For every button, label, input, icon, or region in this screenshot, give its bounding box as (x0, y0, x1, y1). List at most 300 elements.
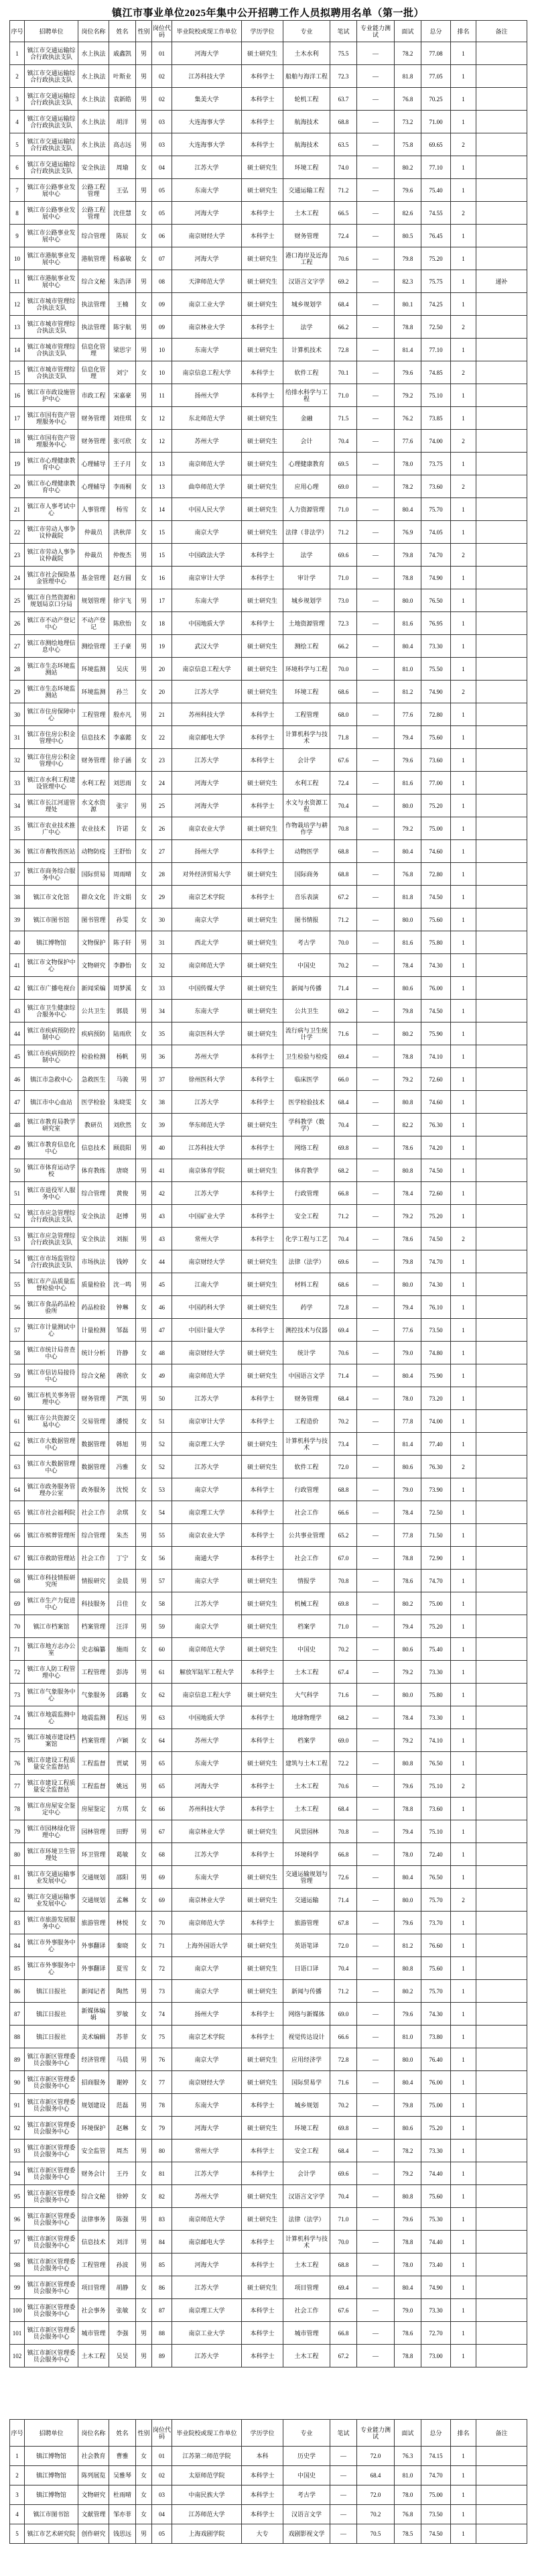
table-cell (476, 1798, 527, 1820)
table-cell: 胡静 (109, 2276, 136, 2299)
table-cell: 女 (136, 453, 152, 475)
table-cell: — (357, 2231, 395, 2253)
table-cell: 本科学士 (242, 1524, 283, 1547)
table-cell: — (357, 1729, 395, 1752)
table-cell: — (357, 1000, 395, 1022)
table-cell: — (357, 2071, 395, 2094)
table-cell: — (357, 1478, 395, 1501)
table-cell: 6 (10, 156, 25, 179)
table-row (10, 1228, 527, 1250)
table-cell: 徐州医科大学 (172, 1068, 242, 1091)
table-cell: 31 (10, 726, 25, 749)
table-cell: 环境监测 (78, 681, 109, 703)
table-cell: 81.0 (395, 2026, 421, 2048)
table-cell: 73.60 (421, 475, 451, 498)
table-cell: 1 (451, 1820, 476, 1843)
table-cell: 苏州大学 (172, 1729, 242, 1752)
table-cell: 环境监测 (78, 658, 109, 681)
table-cell (476, 179, 527, 202)
table-cell (476, 977, 527, 1000)
table-cell: 江南大学 (172, 1273, 242, 1296)
table-cell (476, 293, 527, 316)
table-cell: 中国人民大学 (172, 498, 242, 521)
table-cell: 硕士研究生 (242, 521, 283, 544)
table-cell: 潘悦 (109, 1410, 136, 1433)
table-cell: 外事翻译 (78, 1934, 109, 1957)
table-cell: 1 (451, 1570, 476, 1592)
table-cell: 08 (152, 270, 172, 293)
table-cell: 镇江市市政设施管护中心 (25, 384, 78, 407)
table-cell: 67.6 (330, 2299, 357, 2322)
table-cell: 环境科学与工程 (283, 658, 330, 681)
table-cell: 太原师范学院 (172, 2466, 242, 2485)
table-cell: 吴昊 (109, 2345, 136, 2367)
table-cell: 镇江市图书馆 (25, 2505, 78, 2524)
column-header: 性别 (136, 2420, 152, 2447)
table-cell: 46 (152, 1296, 172, 1319)
table-cell: 1 (451, 909, 476, 931)
table-row (10, 2253, 527, 2276)
table-cell: 70.0 (330, 2231, 357, 2253)
table-cell: 吴庆 (109, 658, 136, 681)
table-cell: 72 (152, 1957, 172, 1980)
table-cell: 葛敏 (109, 1843, 136, 1866)
table-cell: — (357, 1342, 395, 1364)
table-cell: 77.6 (395, 1319, 421, 1342)
table-cell (476, 726, 527, 749)
table-cell: 常州大学 (172, 1228, 242, 1250)
table-cell: 女 (136, 2071, 152, 2094)
table-cell: 计算机科学与技术 (283, 726, 330, 749)
table-cell: 75.75 (421, 270, 451, 293)
table-cell: 镇江市商务综合服务中心 (25, 863, 78, 886)
table-cell: — (357, 2322, 395, 2345)
table-cell: 江苏大学 (172, 156, 242, 179)
table-cell: 71.5 (330, 407, 357, 430)
table-cell: 国际贸易学 (283, 2071, 330, 2094)
table-cell: 75.70 (421, 498, 451, 521)
table-cell: 南京大学 (172, 1957, 242, 1980)
table-cell: — (357, 1091, 395, 1114)
table-cell: 软件工程 (283, 1456, 330, 1478)
table-cell: 大连海事大学 (172, 133, 242, 156)
table-row (10, 726, 527, 749)
table-cell: 南京审计大学 (172, 1410, 242, 1433)
table-cell: 1 (451, 2140, 476, 2162)
table-cell: 47 (152, 1319, 172, 1342)
table-cell: 9 (10, 225, 25, 247)
table-cell: 41 (10, 954, 25, 977)
table-cell: 78.8 (395, 1798, 421, 1820)
table-cell (476, 2117, 527, 2140)
table-row (10, 2299, 527, 2322)
table-cell: 余琪 (109, 1501, 136, 1524)
table-cell: 信息化管理 (78, 339, 109, 361)
table-cell: 1 (451, 1752, 476, 1775)
table-cell: 孙兰 (109, 681, 136, 703)
table-cell: 硕士研究生 (242, 2276, 283, 2299)
column-header: 总分 (421, 2420, 451, 2447)
table-cell (476, 2094, 527, 2117)
table-cell: 南京邮电大学 (172, 2231, 242, 2253)
table-cell: 1 (451, 2466, 476, 2485)
table-cell: 32 (10, 749, 25, 772)
table-cell: 04 (152, 2505, 172, 2524)
table-cell: 78.0 (395, 453, 421, 475)
table-cell: 南京师范大学 (172, 1364, 242, 1387)
table-cell: 社会工作 (78, 1547, 109, 1570)
table-cell: 74.30 (421, 1273, 451, 1296)
table-cell: 李嘉懿 (109, 726, 136, 749)
table-cell: 江苏大学 (172, 2162, 242, 2185)
table-cell: 硕士研究生 (242, 1000, 283, 1022)
table-cell: 南京财经大学 (172, 225, 242, 247)
table-cell: 镇江市生产力促进中心 (25, 1592, 78, 1615)
table-cell: 76.3 (395, 2447, 421, 2466)
table-cell: 陈欣怡 (109, 612, 136, 635)
table-cell: 72.60 (421, 1182, 451, 1205)
table-cell: 镇江市生态环境监测站 (25, 681, 78, 703)
table-cell: 77.8 (395, 1410, 421, 1433)
table-cell: 80 (10, 1843, 25, 1866)
column-header: 岗位名称 (78, 21, 109, 42)
table-cell: 60 (10, 1387, 25, 1410)
table-cell: 77.8 (395, 1524, 421, 1547)
table-cell: 硕士研究生 (242, 909, 283, 931)
table-cell: — (357, 498, 395, 521)
table-cell: 交易管理 (78, 1410, 109, 1433)
table-cell (476, 2485, 527, 2505)
table-cell: 101 (10, 2322, 25, 2345)
table-cell: 71.6 (330, 2071, 357, 2094)
table-cell: 本科学士 (242, 886, 283, 909)
table-cell: 64 (10, 1478, 25, 1501)
table-cell: — (357, 2253, 395, 2276)
table-cell (476, 2026, 527, 2048)
table-cell: 工程管理 (78, 1661, 109, 1684)
table-cell: 79.2 (395, 1729, 421, 1752)
table-cell: 69.6 (330, 544, 357, 567)
table-cell: 女 (136, 1889, 152, 1912)
table-cell: 男 (136, 65, 152, 88)
table-row (10, 1319, 527, 1342)
table-cell: — (357, 2003, 395, 2026)
table-cell: 34 (10, 795, 25, 817)
table-cell: 1 (451, 726, 476, 749)
table-cell: 30 (10, 703, 25, 726)
table-cell: 03 (152, 2485, 172, 2505)
table-cell: 朱晓雯 (109, 1091, 136, 1114)
table-cell: 78.6 (395, 1570, 421, 1592)
table-cell: 环境工程 (283, 2117, 330, 2140)
table-cell: 77.6 (395, 703, 421, 726)
table-cell: 男 (136, 1068, 152, 1091)
table-cell: 许静 (109, 1342, 136, 1364)
table-cell: 1 (451, 2345, 476, 2367)
table-cell: 73.30 (421, 635, 451, 658)
table-cell: 综合文秘 (78, 1364, 109, 1387)
table-row (10, 133, 527, 156)
table-cell: 硕士研究生 (242, 2048, 283, 2071)
table-cell: 1 (451, 1296, 476, 1319)
table-cell: 25 (10, 589, 25, 612)
table-cell: 男 (136, 339, 152, 361)
table-cell: 73 (10, 1684, 25, 1706)
table-cell: 镇江市自然资源和规划局京口分局 (25, 589, 78, 612)
table-cell: 75.70 (421, 1980, 451, 2003)
table-cell: 70.4 (330, 1228, 357, 1250)
table-row (10, 1798, 527, 1820)
table-cell: 江苏大学 (172, 1387, 242, 1410)
table-cell: 76 (10, 1752, 25, 1775)
table-cell: 镇江市气象服务中心 (25, 1684, 78, 1706)
table-cell: 83 (10, 1912, 25, 1934)
column-header: 岗位代码 (152, 21, 172, 42)
table-cell: 李强 (109, 2322, 136, 2345)
table-cell: 82 (10, 1889, 25, 1912)
table-cell: 硕士研究生 (242, 1866, 283, 1889)
table-cell: — (357, 521, 395, 544)
table-cell: 本科学士 (242, 1729, 283, 1752)
table-cell: 社会工作 (78, 1501, 109, 1524)
table-cell: — (357, 658, 395, 681)
table-cell: 53 (152, 1478, 172, 1501)
table-cell: 59 (152, 1615, 172, 1638)
table-cell: 镇江市心理健康教育中心 (25, 453, 78, 475)
table-cell: 16 (152, 567, 172, 589)
table-cell (476, 1410, 527, 1433)
table-cell: 硕士研究生 (242, 1752, 283, 1775)
table-cell: 王弘 (109, 179, 136, 202)
table-cell: 南京医科大学 (172, 1022, 242, 1045)
table-cell: 男 (136, 2048, 152, 2071)
table-cell: 作物栽培学与耕作学 (283, 817, 330, 840)
table-cell: 马晨 (109, 2048, 136, 2071)
table-cell: — (357, 156, 395, 179)
table-cell: 80.2 (395, 156, 421, 179)
table-cell: — (357, 1798, 395, 1820)
table-cell: 财务管理 (78, 407, 109, 430)
table-cell (476, 2162, 527, 2185)
table-cell: 86 (152, 2276, 172, 2299)
table-cell: 76.00 (421, 977, 451, 1000)
table-cell: 镇江市生态环境监测站 (25, 658, 78, 681)
table-cell: 79.8 (395, 1000, 421, 1022)
table-cell: 男 (136, 316, 152, 339)
table-cell: 陈子轩 (109, 931, 136, 954)
table-cell: 中南民族大学 (172, 2485, 242, 2505)
table-cell: 1 (451, 1250, 476, 1273)
table-cell (476, 1205, 527, 1228)
table-cell: 体育教练 (78, 1159, 109, 1182)
table-cell: 70.8 (330, 1570, 357, 1592)
table-cell: 刘思雨 (109, 772, 136, 795)
table-cell: 2 (451, 1228, 476, 1250)
table-cell: 镇江市市场监管综合行政执法支队 (25, 1250, 78, 1273)
table-cell: 75.20 (421, 2117, 451, 2140)
table-cell: 集美大学 (172, 88, 242, 111)
table-cell: 85 (10, 1957, 25, 1980)
table-cell (476, 1273, 527, 1296)
column-header: 姓名 (109, 21, 136, 42)
table-cell: 园林管理 (78, 1820, 109, 1843)
table-cell: 社会工作 (283, 1547, 330, 1570)
table-cell: 72.0 (330, 1934, 357, 1957)
table-cell: 朱杰 (109, 1524, 136, 1547)
table-cell: 徐子涵 (109, 749, 136, 772)
table-cell: 汉语言文字学 (283, 2185, 330, 2208)
table-cell: 72.2 (330, 1752, 357, 1775)
table-cell: 江苏科技大学 (172, 65, 242, 88)
table-cell: 扬州大学 (172, 840, 242, 863)
table-cell: 33 (10, 772, 25, 795)
table-cell: 南京农业大学 (172, 1524, 242, 1547)
table-cell: 1 (451, 2185, 476, 2208)
table-cell: 硕士研究生 (242, 1957, 283, 1980)
table-cell: 男 (136, 1752, 152, 1775)
table-cell: 1 (451, 2231, 476, 2253)
table-cell: 本科学士 (242, 2299, 283, 2322)
table-cell: 80.8 (395, 1159, 421, 1182)
table-cell: 70.8 (330, 1820, 357, 1843)
table-cell (476, 1615, 527, 1638)
table-cell: 女 (136, 726, 152, 749)
table-cell: 本科学士 (242, 1661, 283, 1684)
table-cell: 女 (136, 2299, 152, 2322)
table-cell: 73.30 (421, 1661, 451, 1684)
table-cell: 23 (152, 749, 172, 772)
table-cell: 68 (10, 1570, 25, 1592)
table-cell: 10 (10, 247, 25, 270)
table-row (10, 1501, 527, 1524)
table-cell: 75.00 (421, 817, 451, 840)
table-cell: 79.0 (395, 1478, 421, 1501)
table-cell: 女 (136, 863, 152, 886)
table-cell (476, 498, 527, 521)
table-cell: 情报研究 (78, 1570, 109, 1592)
table-cell: 科技服务 (78, 1592, 109, 1615)
table-cell: 镇江市园林绿化管理中心 (25, 1820, 78, 1843)
table-cell: 58 (10, 1342, 25, 1364)
table-cell: 70.25 (421, 88, 451, 111)
table-cell: 73.50 (421, 2505, 451, 2524)
table-cell: 朱浩泽 (109, 270, 136, 293)
table-cell: 公共卫生 (78, 1000, 109, 1022)
table-cell: 11 (152, 384, 172, 407)
table-cell: 22 (152, 726, 172, 749)
table-cell: 29 (10, 681, 25, 703)
table-cell: 68.6 (330, 1273, 357, 1296)
table-cell: 本科学士 (242, 1387, 283, 1410)
column-header: 性别 (136, 21, 152, 42)
table-cell: 78.0 (395, 2485, 421, 2505)
table-cell: 73.0 (330, 589, 357, 612)
table-cell (476, 1022, 527, 1045)
table-cell: 本科学士 (242, 384, 283, 407)
table-cell: 女 (136, 2117, 152, 2140)
table-cell (476, 1342, 527, 1364)
table-cell: 78.6 (395, 1228, 421, 1250)
table-cell: 杨帆 (109, 1045, 136, 1068)
table-cell: 信息技术 (78, 2231, 109, 2253)
table-cell: 范磊 (109, 2094, 136, 2117)
table-cell: 79.2 (395, 1068, 421, 1091)
table-cell: 林悦 (109, 1912, 136, 1934)
table-cell: 镇江市科技情报研究所 (25, 1570, 78, 1592)
table-cell: 69.0 (330, 1729, 357, 1752)
table-cell: — (357, 2140, 395, 2162)
table-cell: 71.2 (330, 1205, 357, 1228)
table-cell: 78.5 (395, 2524, 421, 2544)
table-cell: 80.8 (395, 1752, 421, 1775)
table-cell: 73.30 (421, 1706, 451, 1729)
table-cell: 交通规划 (78, 1866, 109, 1889)
table-cell: 硕士研究生 (242, 1615, 283, 1638)
table-cell: 环境工程 (283, 681, 330, 703)
table-cell: 10 (152, 339, 172, 361)
table-cell: 本科学士 (242, 2162, 283, 2185)
table-row (10, 749, 527, 772)
table-cell (476, 612, 527, 635)
table-cell: 苏州大学 (172, 1045, 242, 1068)
table-cell: 中国政法大学 (172, 544, 242, 567)
table-cell: 1 (451, 772, 476, 795)
table-cell: 69.65 (421, 133, 451, 156)
table-cell: 39 (10, 909, 25, 931)
table-cell: 09 (152, 316, 172, 339)
table-cell: 动物医学 (283, 840, 330, 863)
table-cell: 80.0 (395, 589, 421, 612)
table-cell: 南京师范大学 (172, 954, 242, 977)
table-cell: 硕士研究生 (242, 1456, 283, 1478)
table-cell: 2 (451, 430, 476, 453)
table-cell: 房屋鉴定 (78, 1798, 109, 1820)
table-cell: — (357, 1205, 395, 1228)
table-cell: 旅游管理 (78, 1912, 109, 1934)
table-cell: 78.0 (395, 2253, 421, 2276)
table-cell: 硕士研究生 (242, 270, 283, 293)
table-cell: 42 (10, 977, 25, 1000)
column-header: 专业 (283, 2420, 330, 2447)
column-header: 毕业院校或现工作单位 (172, 21, 242, 42)
table-cell (476, 1547, 527, 1570)
column-header: 面试 (395, 2420, 421, 2447)
table-cell: 本科学士 (242, 2322, 283, 2345)
table-cell: 71.0 (330, 2208, 357, 2231)
table-cell: 16 (10, 384, 25, 407)
table-cell: 34 (152, 1000, 172, 1022)
table-cell: — (357, 681, 395, 703)
table-cell: 硕士研究生 (242, 430, 283, 453)
table-cell (476, 2071, 527, 2094)
table-cell: 72.50 (421, 316, 451, 339)
table-cell: — (357, 909, 395, 931)
table-cell: 73.20 (421, 1387, 451, 1410)
table-cell: 82 (152, 2185, 172, 2208)
table-cell: 男 (136, 2140, 152, 2162)
table-cell: 国际商务 (283, 863, 330, 886)
table-cell: 江苏科技大学 (172, 1136, 242, 1159)
table-cell: 68.2 (330, 1159, 357, 1182)
table-cell: 78.2 (395, 475, 421, 498)
table-cell: 82.6 (395, 202, 421, 225)
table-cell: 递补 (476, 270, 527, 293)
table-cell: 汉语言文学 (283, 2505, 330, 2524)
table-cell: 72.8 (330, 1296, 357, 1319)
table-cell: — (357, 316, 395, 339)
table-cell: 1 (451, 1798, 476, 1820)
table-cell: 88 (152, 2322, 172, 2345)
